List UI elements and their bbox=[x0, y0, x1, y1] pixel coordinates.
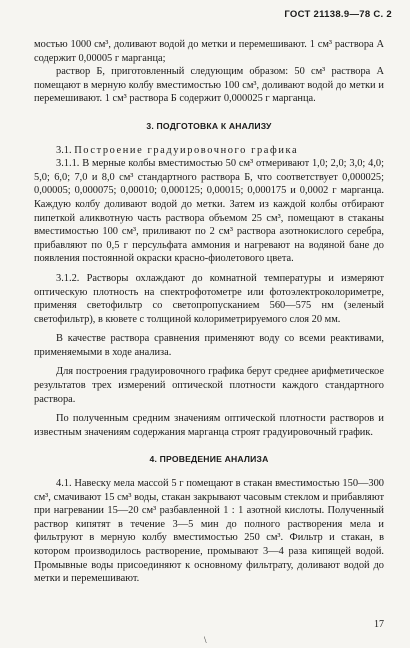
reference-solution-paragraph: В качестве раствора сравнения применяют воду со всеми реактивами, применяемыми в ходе анализа. bbox=[34, 333, 384, 358]
clause-3-1-number: 3.1. bbox=[56, 144, 72, 156]
clause-3-1-2: 3.1.2. Растворы охлаждают до комнатной температуры и измеряют оптическую плотность на спектрофотометре или фотоэлектроколориметре, применяя светофильтр со светопропусканием 560—575 нм (зеленый светофильтр), в кювете с толщиной колориметрируемого слоя 20 мм. bbox=[34, 272, 384, 325]
standard-header: ГОСТ 21138.9—78 С. 2 bbox=[284, 9, 392, 20]
section-4-heading: 4. ПРОВЕДЕНИЕ АНАЛИЗА bbox=[149, 454, 269, 465]
clause-4-1: 4.1. Навеску мела массой 5 г помещают в стакан вместимостью 150—300 см³, смачивают 15 см³ воды, стакан закрывают часовым стеклом и прибавляют при нагревании 15—20 см³ разбавленной 1 : 1 азотной кислоты. Полученный раствор кипятят в течение 3—5 мин до полного растворения мела и фильтруют в мерную колбу вместимостью 250 см³. Фильтр и стакан, в котором производилось растворение, промывают 3—4 раза кипящей водой. Промывные воды присоединяют к основному фильтрату, доливают водой до метки и перемешивают. bbox=[34, 478, 384, 585]
solution-b-paragraph: раствор Б, приготовленный следующим образом: 50 см³ раствора А помещают в мерную колбу вместимостью 100 см³, доливают водой до метки и перемешивают. 1 см³ раствора Б содержит 0,000025 г марганца. bbox=[34, 66, 384, 105]
page-number: 17 bbox=[374, 619, 384, 630]
section-3-heading: 3. ПОДГОТОВКА К АНАЛИЗУ bbox=[146, 120, 272, 131]
stray-mark: \ bbox=[204, 635, 207, 645]
continuation-paragraph: мостью 1000 см³, доливают водой до метки и перемешивают. 1 см³ раствора А содержит 0,00005 г марганца; bbox=[34, 39, 384, 64]
graph-averaging-paragraph: Для построения градуировочного графика берут среднее арифметическое результатов трех измерений оптической плотности каждого стандартного раствора. bbox=[34, 366, 384, 405]
clause-3-1-1: 3.1.1. В мерные колбы вместимостью 50 см³ отмеривают 1,0; 2,0; 3,0; 4,0; 5,0; 6,0; 7,0 и 8,0 см³ стандартного раствора Б, что соответствует 0,000025; 0,00005; 0,000075; 0,00010; 0,000125; 0,00015; 0,000175 и 0,0002 г марганца. Каждую колбу доливают водой до метки. Затем из каждой колбы отбирают пипеткой аликвотную часть раствора объемом 25 см³, помещают в стаканы вместимостью 100 см³, приливают по 2 см³ раствора азотнокислого серебра, прибавляют по 0,5 г персульфата аммония и нагревают на водяной бане до появления постоянной окраски красно-фиолетового цвета. bbox=[34, 158, 384, 265]
graph-plotting-paragraph: По полученным средним значениям оптической плотности растворов и известным значениям содержания марганца строят градуировочный график. bbox=[34, 413, 384, 438]
clause-3-1-title bbox=[34, 144, 384, 158]
page-content bbox=[34, 38, 384, 586]
clause-3-1-heading: Построение градуировочного графика bbox=[74, 144, 299, 156]
